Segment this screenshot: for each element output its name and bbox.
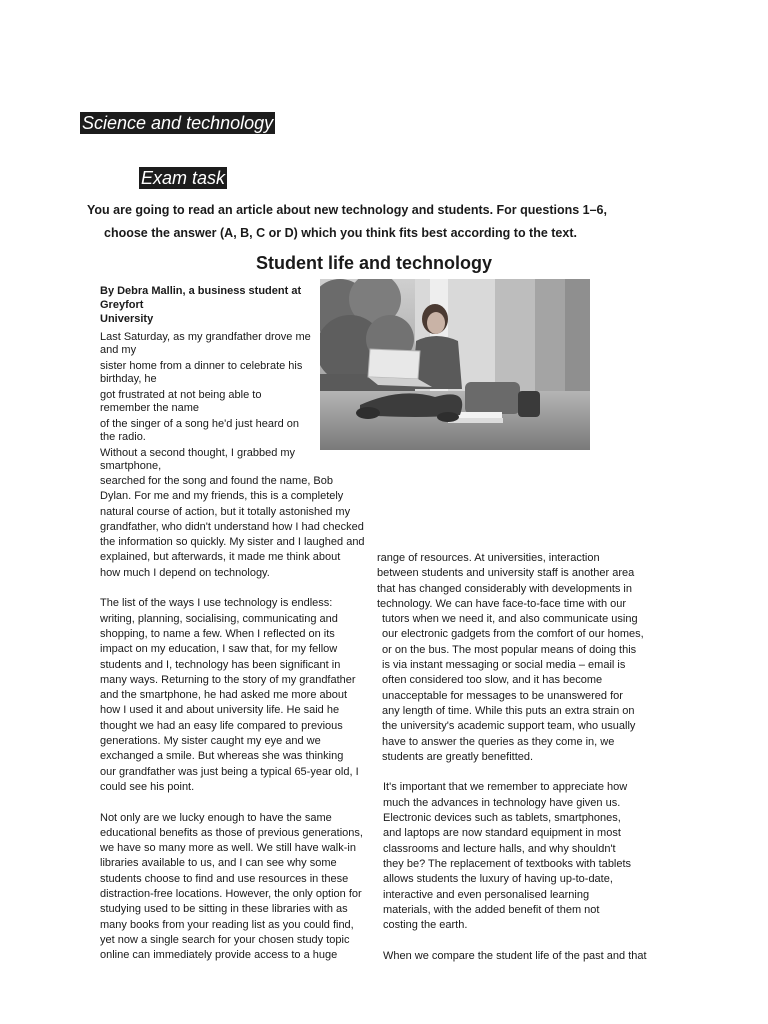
text-line: technology. We can have face-to-face time with our (377, 597, 627, 610)
byline-line: By Debra Mallin, a business student at (100, 285, 302, 297)
text-line: and the smartphone, he had asked me more about (100, 689, 348, 702)
text-line: sister home from a dinner to celebrate his (100, 360, 303, 372)
text-line: many books from your reading list as you could find, (100, 918, 354, 931)
text-line: students are greatly benefitted. (382, 750, 534, 763)
text-line: generations. My sister caught my eye and we (100, 735, 321, 748)
text-line: Without a second thought, I grabbed my (100, 447, 296, 459)
text-line: Last Saturday, as my grandfather drove me (100, 331, 311, 343)
text-line: explained, but afterwards, it made me think about (100, 551, 341, 564)
photo-illustration (320, 279, 590, 450)
text-line: writing, planning, socialising, communicating and (100, 612, 338, 625)
text-line: of the singer of a song he'd just heard on (100, 418, 300, 430)
text-line: yet now a single search for your chosen study topic (100, 933, 350, 946)
text-line: much the advances in technology have given us. (383, 796, 621, 809)
text-line: between students and university staff is another area (377, 567, 635, 580)
text-line: thought we had an easy life compared to previous (100, 719, 343, 732)
text-line: shopping, to name a few. When I reflected on its (100, 627, 335, 640)
left-column (100, 474, 375, 964)
text-line: have to answer the queries as they come in, we (382, 735, 615, 748)
text-line: the information so quickly. My sister and I laughed and (100, 536, 365, 549)
text-line: our grandfather was just being a typical 65-year old, I (100, 765, 359, 778)
text-line: interactive and even personalised learning (383, 888, 590, 901)
text-line: online can immediately provide access to a huge (100, 949, 338, 962)
text-line: impact on my education, I saw that, for my fellow (100, 643, 338, 656)
instructions-line-1: You are going to read an article about new technology and students. For questions 1–6, (87, 203, 607, 217)
text-line: smartphone, (100, 460, 162, 472)
text-line: we have so many more as well. We still have walk-in (100, 842, 356, 855)
text-line: distraction-free locations. However, the only option for (100, 888, 362, 901)
text-line: the radio. (100, 431, 146, 443)
instructions-line-2: choose the answer (A, B, C or D) which you think fits best according to the text. (104, 226, 577, 240)
text-line: our electronic gadgets from the comfort of our homes, (382, 628, 644, 641)
text-line: educational benefits as those of previous generations, (100, 826, 363, 839)
text-line: could see his point. (100, 780, 195, 793)
blank-line (100, 795, 375, 810)
text-line: Dylan. For me and my friends, this is a completely (100, 490, 344, 503)
text-line: how I used it and about university life. He said he (100, 704, 340, 717)
text-line: birthday, he (100, 373, 157, 385)
student-laptop-photo (320, 279, 590, 450)
article-title: Student life and technology (256, 253, 493, 273)
blank-line (377, 765, 662, 780)
text-line: materials, with the added benefit of them not (383, 903, 600, 916)
text-line: range of resources. At universities, interaction (377, 552, 600, 564)
text-line: classrooms and lecture halls, and why shouldn't (383, 842, 616, 855)
byline-line: University (100, 313, 154, 325)
text-line: allows students the luxury of having up-to-date, (383, 873, 613, 886)
text-line: It's important that we remember to appreciate how (383, 781, 628, 794)
text-line: Electronic devices such as tablets, smartphones, (383, 812, 621, 825)
text-line: the university's academic support team, who usually (382, 720, 636, 733)
text-line: The list of the ways I use technology is endless: (100, 597, 333, 610)
text-line: that has changed considerably with developments in (377, 582, 632, 595)
text-line: costing the earth. (383, 919, 468, 932)
text-line: many ways. Returning to the story of my grandfather (100, 673, 356, 686)
text-line: students choose to find and use resources in these (100, 872, 349, 885)
text-line: students and I, technology has been significant in (100, 658, 341, 671)
text-line: searched for the song and found the name, Bob (100, 475, 333, 487)
byline (100, 284, 315, 326)
exam-task-label: Exam task (141, 168, 226, 188)
text-line: studying used to be sitting in these libraries with as (100, 903, 348, 916)
text-line: tutors when we need it, and also communicate using (382, 613, 638, 626)
right-column (377, 551, 662, 964)
text-line: how much I depend on technology. (100, 566, 270, 579)
text-line: any length of time. While this puts an extra strain on (382, 704, 635, 717)
text-line: grandfather, who didn't understand how I had checked (100, 520, 364, 533)
blank-line (377, 933, 662, 948)
text-line: exchanged a smile. But whereas she was thinking (100, 750, 344, 763)
byline-line: Greyfort (100, 299, 144, 311)
blank-line (100, 581, 375, 596)
text-line: remember the name (100, 402, 200, 414)
text-line: is via instant messaging or social media – email is (382, 659, 626, 672)
text-line: got frustrated at not being able to (100, 389, 262, 401)
text-line: unacceptable for messages to be unanswered for (382, 689, 623, 702)
text-line: When we compare the student life of the past and that (383, 949, 647, 962)
text-line: or on the bus. The most popular means of doing this (382, 643, 637, 656)
text-line: they be? The replacement of textbooks with tablets (383, 857, 632, 870)
text-line: libraries available to us, and I can see why some (100, 857, 337, 870)
text-line: Not only are we lucky enough to have the same (100, 811, 332, 824)
text-line: and my (100, 344, 137, 356)
text-line: and laptops are now standard equipment in most (383, 827, 621, 840)
section-label: Science and technology (82, 113, 274, 133)
text-line: natural course of action, but it totally astonished my (100, 505, 351, 518)
intro-paragraph (100, 331, 320, 473)
text-line: often considered too slow, and it has become (382, 674, 603, 687)
